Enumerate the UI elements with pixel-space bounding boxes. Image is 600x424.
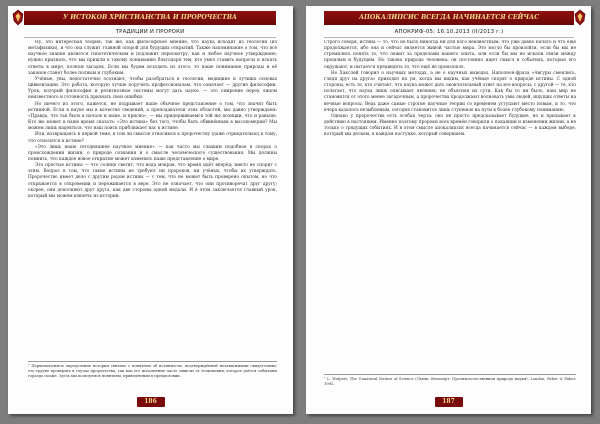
paragraph: Строго говоря, истина — то, что не было никогда ни для кого неизвестным, что уже давно начато и что ещё продолжается, ибо она и сейчас является живой частью мира. Это могло бы произойти, если бы мы не стремились понять то, что лежит за пределами нашего опыта, или если бы мы не искали связи между прошлым и будущим. Но такова природа человека: он постоянно ищет смысл в событиях, которые его окружают, и пытается предвидеть то, что ещё не произошло. xyxy=(324,40,576,70)
paragraph: Ну, это интересная теория; так же, как философское мнение, что наука исходит из теологии (из метафизики), и что она служит главной опорой для будущих открытий. Также напоминание о том, что всё научное знание является гипотетическим и подлежит пересмотру, как и любое научное утверждение; нужно признать, что мы пришли к такому пониманию благодаря тем, кто умел ставить вопросы и искать ответы в мире, полном загадок. Если мы будем исходить из этого, то наше понимание природы и её законов станет более полным и глубоким. xyxy=(28,40,277,76)
paragraph: Учёные, увы, недостаточно осознают, чтобы разобраться в теологии, медицине и лучших основах цивилизации. Это работа, которую лучше поручить профессионалам, что означает — другие философии. Урок, который философия и религиозные системы могут дать науке, — это смирение перед лицом неизвестного и готовность признать свои ошибки. xyxy=(28,76,277,101)
paragraph: Или, возвращаясь к первой теме, в том ли смысле относимся к пророчеству (даже отрицательно) к тому, что относится к истине? xyxy=(28,132,277,144)
paragraph: Но ничего из этого, кажется, не подрывает наше обычное представление о том, что значит быть истинной. Если в науке мы в качестве сведений, а преподаватели этих областей, мы давно утверждаем: «Правда, что так было в начале и ныне, и присно», — мы придерживаемся той же позиции, что и раньше. Кто же может в наше время сказать: «Это истина» без того, чтобы быть обвинённым в высокомерии? Мы можем лишь надеяться, что наш поиск приближает нас к истине. xyxy=(28,101,277,132)
right-page xyxy=(306,6,591,414)
body-text xyxy=(28,40,277,358)
footnote: ¹ L. Wolpert, The Unnatural Nature of Science (Льюис Вольперт. Противоестественная природа науки). London, Faber & Faber, 1992. xyxy=(324,374,576,395)
page-number: 187 xyxy=(435,397,463,407)
running-header: АПОКАЛИПСИС ВСЕГДА НАЧИНАЕТСЯ СЕЙЧАС xyxy=(324,11,574,25)
section-subheading: АПОКРИФ-05: 16.10.2013 (II/2013 г.) xyxy=(324,27,574,38)
page-number: 186 xyxy=(137,397,165,407)
body-text xyxy=(324,40,576,370)
paragraph: Однако у пророчества есть особая черта: оно не просто предсказывает будущее, но и призывает к действию в настоящем. Именно поэтому пророки всех времён говорили о покаянии и изменении жизни, а не только о грядущих событиях. И в этом смысле апокалипсис всегда начинается сейчас — в каждом выборе, который мы делаем, в каждом поступке, который совершаем. xyxy=(324,113,576,138)
paragraph: Но Хакслей говорил о научных методах, а не о научных выводах. Наполеон-фраза «Авгуры смеялись, глядя друг на друга» приходит на ум, когда мы видим, как учёные спорят о природе истины. С одной стороны, есть те, кто считает, что наука может дать окончательный ответ на все вопросы; с другой — те, кто полагает, что наука лишь описывает явления, не объясняя их сути. Как бы то ни было, наш мир не становится от этого менее загадочным, а пророчества продолжают волновать умы людей, ищущих ответы на вечные вопросы. Ведь даже самые строгие научные теории со временем уступают место новым, и то, что вчера казалось незыблемым, сегодня становится лишь ступенью на пути к более глубокому пониманию. xyxy=(324,70,576,113)
footnote: ¹ Первоначальное определение истории связано с понятием об истинности, подтверждённой независимыми свидетелями; это трудно проверить в случае пророчества, так как его исполнение часто зависит от толкования, которое даётся событиям гораздо позже. Здесь мы пользуемся понятием, приведённым в предисловии. xyxy=(28,361,277,398)
paragraph: Это простые истины — что солнце светит, что вода мокрая, что время идёт вперёд; никто не спорит с этим. Вопрос в том, что такие истины не требуют ни пророков, ни учёных, чтобы их утверждать. Пророчество имеет дело с другим родом истины — с тем, что не может быть проверено опытом, но что открывается в откровении и переживается в вере. Это не означает, что они противоречат друг другу; скорее, они дополняют друг друга, как две стороны одной медали. И в этом заключается главный урок, который мы можем извлечь из истории. xyxy=(28,163,277,199)
paragraph: «Это лишь наше сегодняшнее научное мнение» — как часто мы слышим подобное в спорах о происхождении жизни, о природе сознания и о смысле человеческого существования. Мы должны помнить, что каждое новое открытие может изменить наше представление о мире. xyxy=(28,144,277,162)
left-page xyxy=(8,6,293,414)
publisher-emblem-icon xyxy=(11,9,25,26)
publisher-emblem-icon xyxy=(573,9,587,26)
section-subheading: ТРАДИЦИИ И ПРОРОКИ xyxy=(24,27,276,38)
running-header: У ИСТОКОВ ХРИСТИАНСТВА И ПРОРОЧЕСТВА xyxy=(24,11,276,25)
